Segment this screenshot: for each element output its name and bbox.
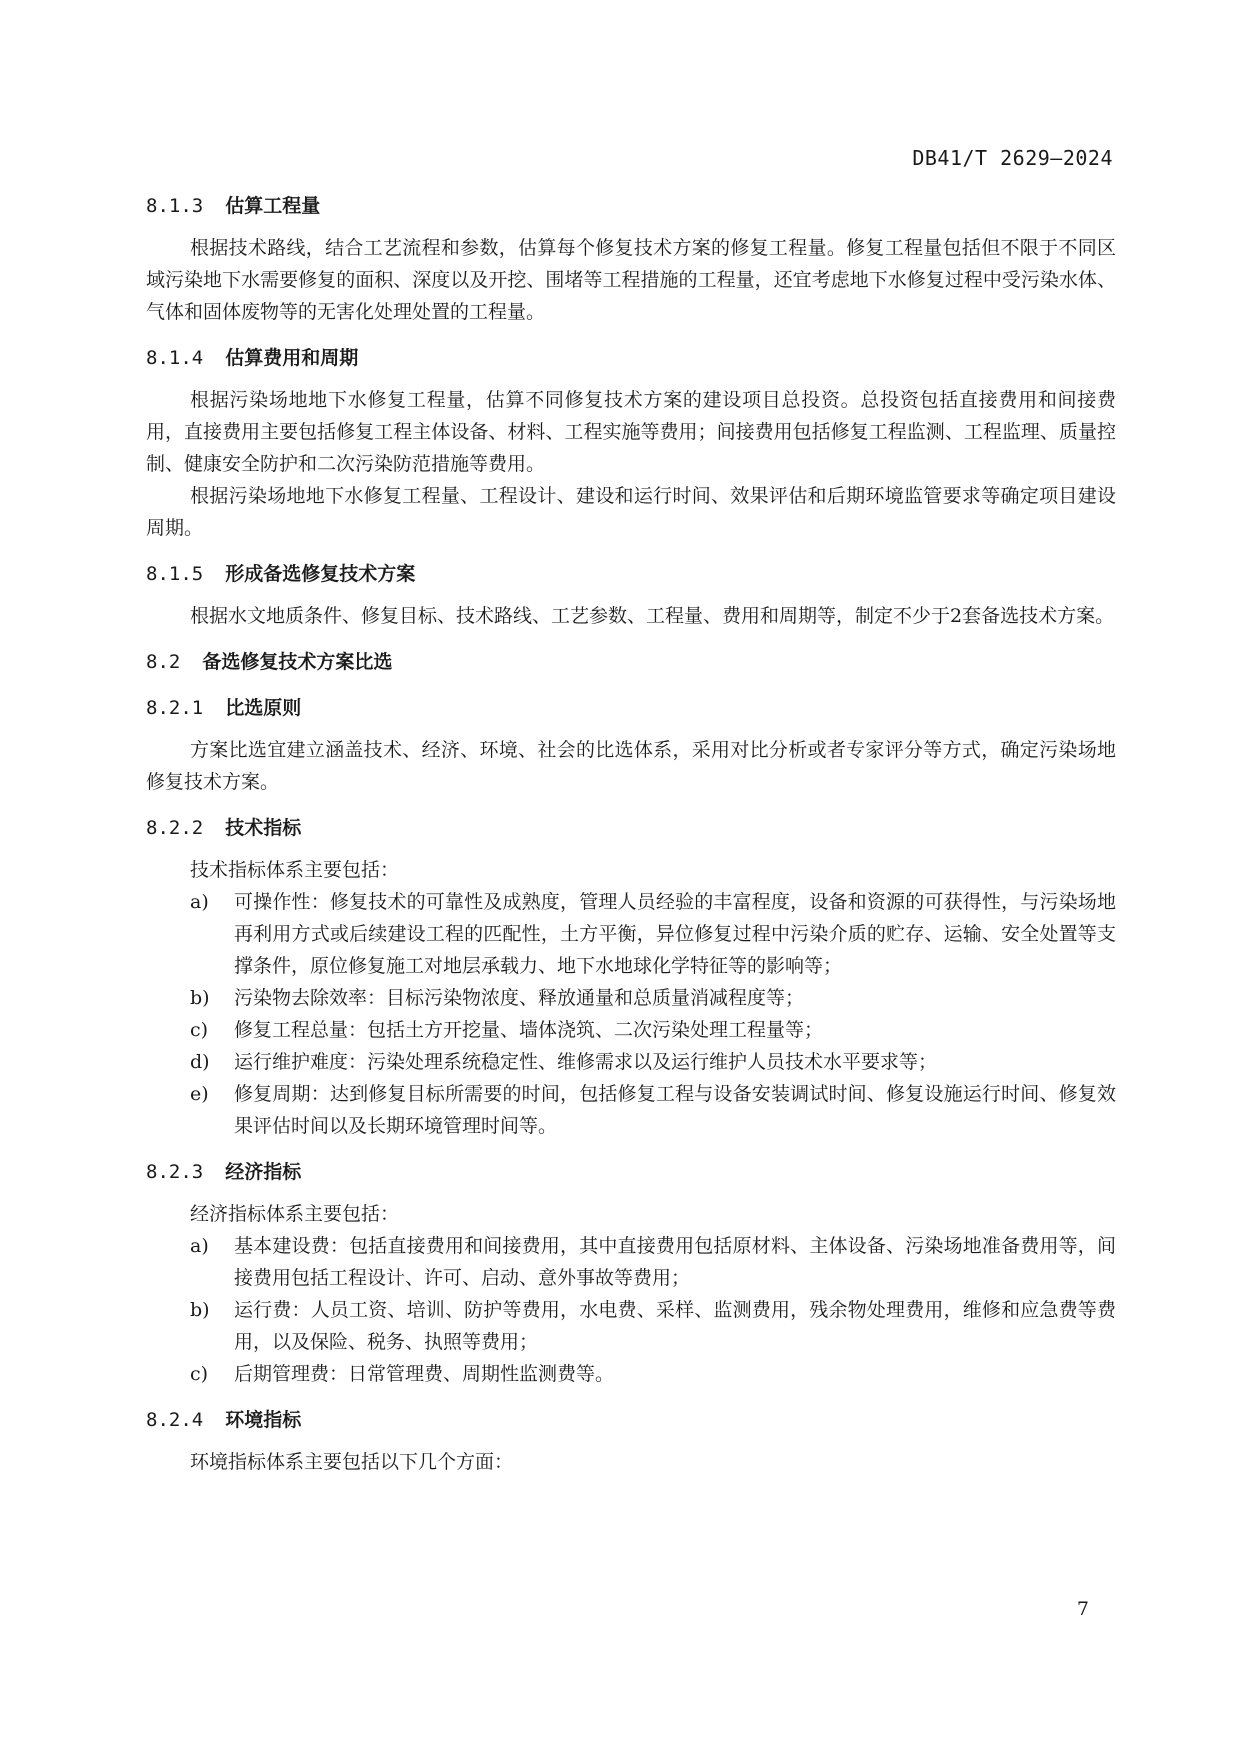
section-number: 8.1.5 [146, 563, 204, 585]
list-item [146, 1294, 1116, 1358]
section-number: 8.1.3 [146, 195, 204, 217]
section-number: 8.1.4 [146, 347, 204, 369]
list-item-text: 基本建设费：包括直接费用和间接费用，其中直接费用包括原材料、主体设备、污染场地准备费用等，间接费用包括工程设计、许可、启动、意外事故等费用； [234, 1235, 1116, 1289]
section-heading [146, 558, 1116, 590]
list-item [146, 1046, 1116, 1078]
section-number: 8.2 [146, 651, 181, 673]
paragraph: 根据水文地质条件、修复目标、技术路线、工艺参数、工程量、费用和周期等，制定不少于2套备选技术方案。 [190, 605, 1115, 627]
page-number: 7 [1076, 1598, 1089, 1620]
section-number: 8.2.4 [146, 1409, 204, 1431]
section-number: 8.2.2 [146, 817, 204, 839]
section-title: 环境指标 [225, 1409, 302, 1431]
list-item-text: 修复工程总量：包括土方开挖量、墙体浇筑、二次污染处理工程量等； [234, 1019, 824, 1041]
list-marker: c) [190, 1363, 209, 1385]
section-8-2-4 [146, 1404, 1116, 1478]
section-title: 比选原则 [225, 697, 302, 719]
list-item-text: 修复周期：达到修复目标所需要的时间，包括修复工程与设备安装调试时间、修复设施运行时间、修复效果评估时间以及长期环境管理时间等。 [234, 1083, 1116, 1137]
section-8-2-3 [146, 1156, 1116, 1390]
section-title: 形成备选修复技术方案 [225, 563, 416, 585]
list-marker: b) [190, 1299, 210, 1321]
section-title: 经济指标 [225, 1161, 302, 1183]
paragraph: 技术指标体系主要包括： [190, 859, 400, 881]
section-heading [146, 342, 1116, 374]
section-8-1-5 [146, 558, 1116, 632]
section-title: 估算工程量 [225, 195, 321, 217]
section-title: 备选修复技术方案比选 [202, 651, 393, 673]
list-item [146, 1358, 1116, 1390]
list-item [146, 982, 1116, 1014]
list-item [146, 1078, 1116, 1142]
paragraph: 方案比选宜建立涵盖技术、经济、环境、社会的比选体系，采用对比分析或者专家评分等方式，确定污染场地修复技术方案。 [146, 739, 1116, 793]
list-item [146, 1014, 1116, 1046]
paragraph: 根据污染场地地下水修复工程量、工程设计、建设和运行时间、效果评估和后期环境监管要求等确定项目建设周期。 [146, 485, 1116, 539]
list-marker: d) [190, 1051, 210, 1073]
list-marker: a) [190, 1235, 209, 1257]
section-8-2-2 [146, 812, 1116, 1142]
paragraph: 环境指标体系主要包括以下几个方面： [190, 1451, 514, 1473]
paragraph: 根据污染场地地下水修复工程量，估算不同修复技术方案的建设项目总投资。总投资包括直接费用和间接费用，直接费用主要包括修复工程主体设备、材料、工程实施等费用；间接费用包括修复工程监测、工程监理、质量控制、健康安全防护和二次污染防范措施等费用。 [146, 389, 1116, 475]
section-title: 技术指标 [225, 817, 302, 839]
list-marker: a) [190, 891, 209, 913]
section-heading [146, 646, 1116, 678]
list-item-text: 运行维护难度：污染处理系统稳定性、维修需求以及运行维护人员技术水平要求等； [234, 1051, 938, 1073]
section-heading [146, 812, 1116, 844]
list-item [146, 1230, 1116, 1294]
list-item-text: 污染物去除效率：目标污染物浓度、释放通量和总质量消减程度等； [234, 987, 805, 1009]
section-heading [146, 1404, 1116, 1436]
list-item-text: 可操作性：修复技术的可靠性及成熟度，管理人员经验的丰富程度，设备和资源的可获得性，与污染场地再利用方式或后续建设工程的匹配性，土方平衡，异位修复过程中污染介质的贮存、运输、安全处置等支撑条件，原位修复施工对地层承载力、地下水地球化学特征等的影响等； [234, 891, 1116, 977]
list-marker: b) [190, 987, 210, 1009]
section-8-1-3 [146, 190, 1116, 328]
section-number: 8.2.1 [146, 697, 204, 719]
document-code: DB41/T 2629—2024 [912, 146, 1113, 170]
section-8-2 [146, 646, 1116, 678]
list-marker: e) [190, 1083, 209, 1105]
list-item [146, 886, 1116, 982]
paragraph: 经济指标体系主要包括： [190, 1203, 400, 1225]
item-list [146, 886, 1116, 1142]
section-8-1-4 [146, 342, 1116, 544]
section-heading [146, 190, 1116, 222]
list-item-text: 后期管理费：日常管理费、周期性监测费等。 [234, 1363, 615, 1385]
section-number: 8.2.3 [146, 1161, 204, 1183]
list-marker: c) [190, 1019, 209, 1041]
item-list [146, 1230, 1116, 1390]
section-title: 估算费用和周期 [225, 347, 359, 369]
section-8-2-1 [146, 692, 1116, 798]
paragraph: 根据技术路线，结合工艺流程和参数，估算每个修复技术方案的修复工程量。修复工程量包括但不限于不同区域污染地下水需要修复的面积、深度以及开挖、围堵等工程措施的工程量，还宜考虑地下水修复过程中受污染水体、气体和固体废物等的无害化处理处置的工程量。 [146, 237, 1116, 323]
document-body [146, 190, 1116, 1492]
section-heading [146, 692, 1116, 724]
list-item-text: 运行费：人员工资、培训、防护等费用，水电费、采样、监测费用，残余物处理费用，维修和应急费等费用，以及保险、税务、执照等费用； [234, 1299, 1116, 1353]
section-heading [146, 1156, 1116, 1188]
